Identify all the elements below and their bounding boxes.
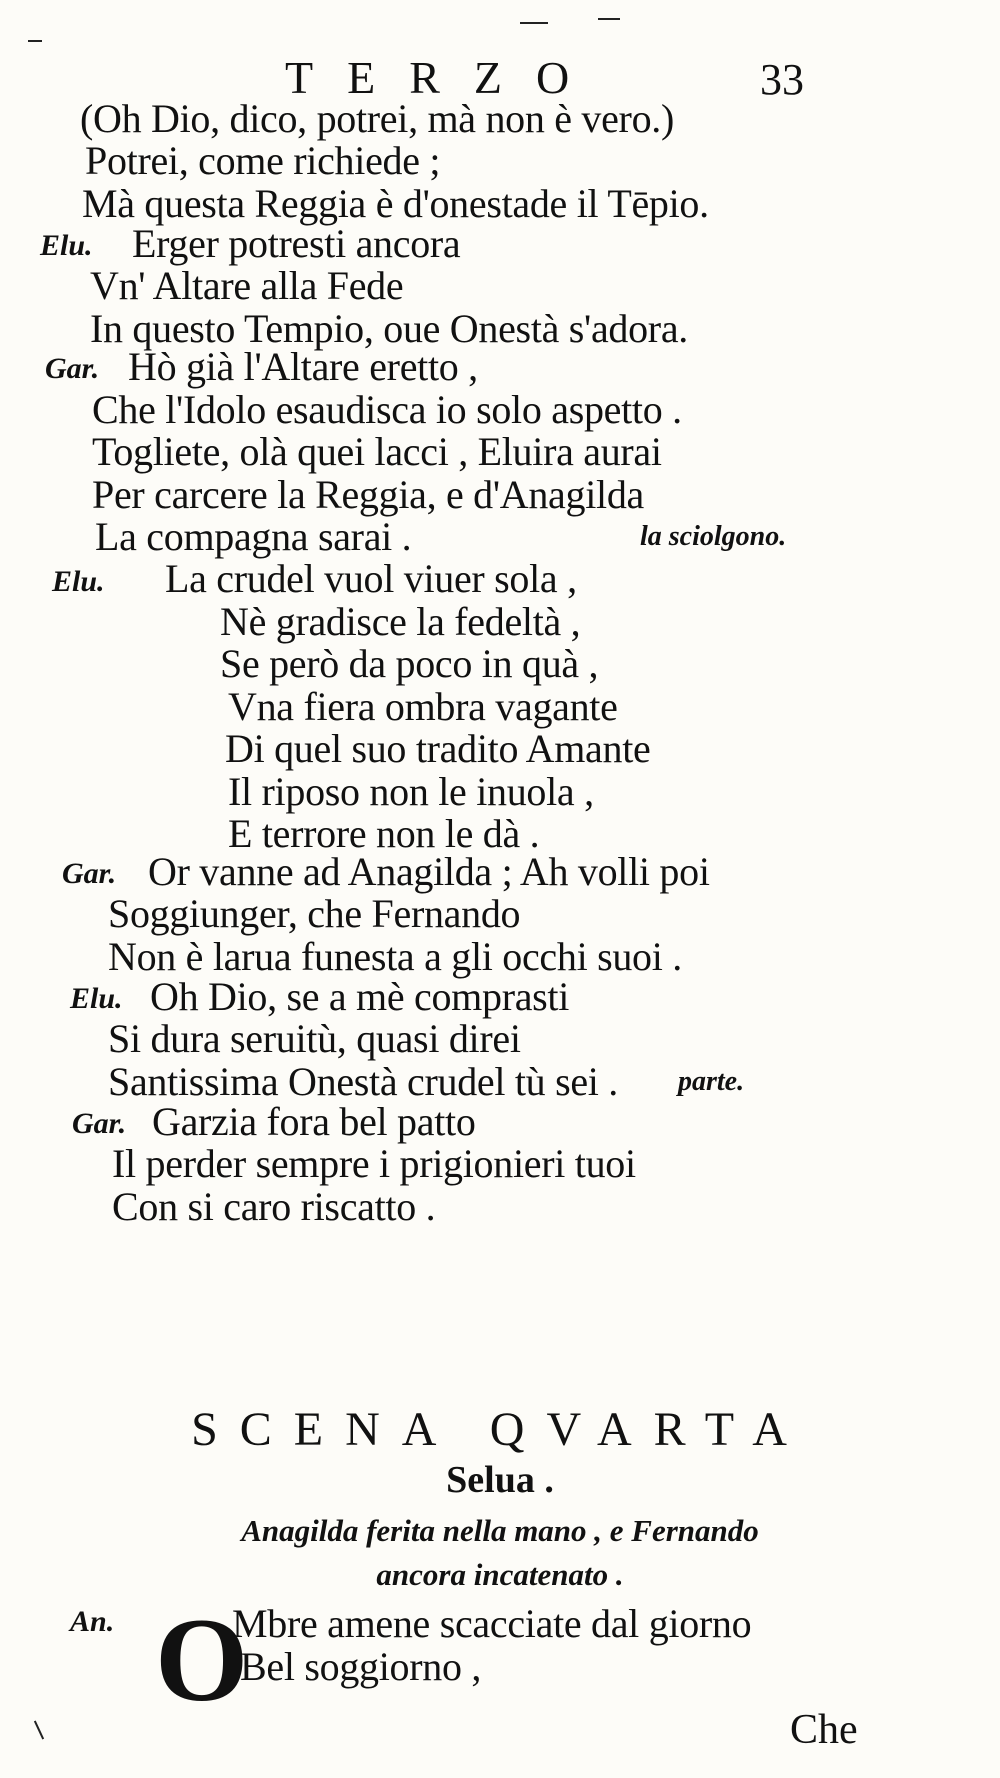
speaker-label: Elu. [70,982,123,1015]
verse-line: Erger potresti ancora [132,221,461,266]
verse-line: Mà questa Reggia è d'onestade il Tēpio. [82,181,709,226]
page-number: 33 [760,55,804,104]
verse-line: Garzia fora bel patto [152,1099,476,1144]
verse-line: Vna fiera ombra vagante [228,684,618,729]
scene-description: Anagilda ferita nella mano , e Fernando [241,1513,759,1548]
speaker-label: Gar. [62,857,117,890]
verse-line: Bel soggiorno , [240,1644,482,1689]
scene-title: SCENA QVARTA [191,1403,809,1456]
scene-description: ancora incatenato . [376,1557,624,1592]
verse-line: In questo Tempio, oue Onestà s'adora. [90,306,688,351]
verse-line: Potrei, come richiede ; [85,138,441,183]
verse-line: Si dura seruitù, quasi direi [108,1016,521,1061]
scene-place: Selua . [446,1459,554,1501]
running-title: TERZO [285,52,604,103]
verse-line: Soggiunger, che Fernando [108,891,521,936]
verse-line: Nè gradisce la fedeltà , [220,599,581,644]
verse-line: Il riposo non le inuola , [228,769,594,814]
print-speck [34,1721,44,1740]
drop-capital: O [155,1593,249,1726]
verse-line: Che l'Idolo esaudisca io solo aspetto . [92,387,682,432]
verse-line: Il perder sempre i prigionieri tuoi [112,1141,636,1186]
verse-line: Con si caro riscatto . [112,1184,436,1229]
verse-line: Mbre amene scacciate dal giorno [232,1601,752,1646]
verse-line: Oh Dio, se a mè comprasti [150,974,570,1019]
verse-line: Di quel suo tradito Amante [225,726,651,771]
speaker-label: Elu. [40,229,93,262]
speaker-label: An. [70,1605,115,1638]
verse-line: Hò già l'Altare eretto , [128,344,478,389]
verse-line: E terrore non le dà . [228,811,540,856]
speaker-label: Elu. [52,565,105,598]
stage-direction: la sciolgono. [640,521,787,552]
verse-line: La compagna sarai . [95,514,412,559]
verse-line: (Oh Dio, dico, potrei, mà non è vero.) [80,96,674,141]
stage-direction: parte. [678,1066,745,1097]
verse-line: Per carcere la Reggia, e d'Anagilda [92,472,644,517]
verse-line: Non è larua funesta a gli occhi suoi . [108,934,682,979]
print-speck [28,40,42,42]
print-speck [598,18,620,20]
verse-line: Togliete, olà quei lacci , Eluira aurai [92,429,662,474]
verse-line: Or vanne ad Anagilda ; Ah volli poi [148,849,710,894]
catchword: Che [790,1707,858,1753]
verse-line: Santissima Onestà crudel tù sei . [108,1059,619,1104]
verse-line: La crudel vuol viuer sola , [165,556,577,601]
verse-line: Vn' Altare alla Fede [90,263,404,308]
print-speck [520,22,548,24]
speaker-label: Gar. [72,1107,127,1140]
verse-line: Se però da poco in quà , [220,641,599,686]
speaker-label: Gar. [45,352,100,385]
